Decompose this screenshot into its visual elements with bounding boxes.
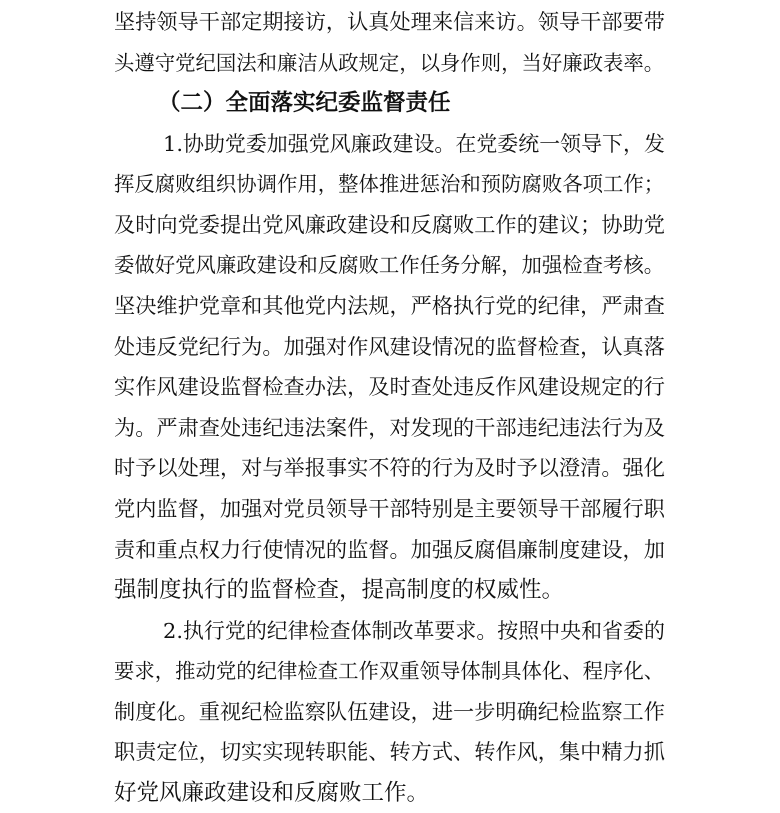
text-line: 头遵守党纪国法和廉洁从政规定，以身作则，当好廉政表率。 — [114, 51, 665, 75]
text-line: 坚决维护党章和其他党内法规，严格执行党的纪律，严肃查 — [114, 293, 665, 318]
text-line: 挥反腐败组织协调作用，整体推进惩治和预防腐败各项工作； — [114, 172, 665, 196]
text-line: 为。严肃查处违纪违法案件，对发现的干部违纪违法行为及 — [114, 415, 665, 440]
text-line: 职责定位，切实实现转职能、转方式、转作风，集中精力抓 — [114, 739, 665, 764]
section-heading: （二）全面落实纪委监督责任 — [158, 90, 451, 116]
text-line: 党内监督，加强对党员领导干部特别是主要领导干部履行职 — [114, 496, 665, 521]
text-line: 实作风建设监督检查办法，及时查处违反作风建设规定的行 — [114, 374, 665, 399]
text-line: 要求，推动党的纪律检查工作双重领导体制具体化、程序化、 — [114, 659, 665, 683]
text-line: 时予以处理，对与举报事实不符的行为及时予以澄清。强化 — [114, 455, 665, 480]
text-line: 制度化。重视纪检监察队伍建设，进一步明确纪检监察工作 — [114, 699, 665, 724]
text-line: 1.协助党委加强党风廉政建设。在党委统一领导下，发 — [163, 132, 665, 156]
text-line: 坚持领导干部定期接访，认真处理来信来访。领导干部要带 — [114, 9, 665, 34]
text-line: 2.执行党的纪律检查体制改革要求。按照中央和省委的 — [163, 619, 665, 643]
text-line: 好党风廉政建设和反腐败工作。 — [114, 780, 430, 806]
text-line: 处违反党纪行为。加强对作风建设情况的监督检查，认真落 — [114, 334, 665, 359]
text-line: 强制度执行的监督检查，提高制度的权威性。 — [114, 577, 565, 603]
text-line: 委做好党风廉政建设和反腐败工作任务分解，加强检查考核。 — [114, 253, 665, 277]
text-line: 及时向党委提出党风廉政建设和反腐败工作的建议；协助党 — [114, 212, 665, 237]
text-line: 责和重点权力行使情况的监督。加强反腐倡廉制度建设，加 — [114, 537, 665, 562]
